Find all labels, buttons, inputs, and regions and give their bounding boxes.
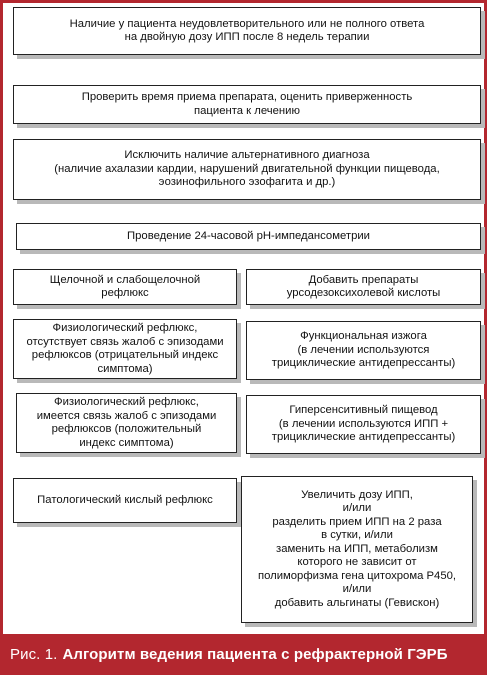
- alkaline-reflux-box: Щелочной и слабощелочной рефлюкс: [13, 269, 237, 305]
- pathological-acid-reflux-box: Патологический кислый рефлюкс: [13, 478, 237, 523]
- physiological-reflux-negative-box: Физиологический рефлюкс, отсутствует связь жалоб с эпизодами рефлюксов (отрицательный индекс симптома): [13, 319, 237, 379]
- ppi-dose-adjustment-box: Увеличить дозу ИПП, и/или разделить прием ИПП на 2 раза в сутки, и/или заменить на ИПП, метаболизм которого не зависит от полиморфизма гена цитохрома Р450, и/или добавить альгинаты (Гевискон): [241, 476, 473, 623]
- step-check-adherence-box: Проверить время приема препарата, оценить приверженность пациента к лечению: [13, 85, 481, 124]
- caption-figure-number: Рис. 1.: [10, 646, 58, 663]
- step-exclude-alternative-diagnosis-box: Исключить наличие альтернативного диагноза (наличие ахалазии кардии, нарушений двигательной функции пищевода, эозинофильного эзофагита и др.): [13, 139, 481, 200]
- step-incomplete-response-box: Наличие у пациента неудовлетворительного или не полного ответа на двойную дозу ИПП после 8 недель терапии: [13, 7, 481, 55]
- figure-caption: [0, 634, 487, 675]
- physiological-reflux-positive-box: Физиологический рефлюкс, имеется связь жалоб с эпизодами рефлюксов (положительный индекс симптома): [16, 393, 237, 453]
- hypersensitive-esophagus-box: Гиперсенситивный пищевод (в лечении используются ИПП + трициклические антидепрессанты): [246, 395, 481, 454]
- caption-title: Алгоритм ведения пациента с рефрактерной ГЭРБ: [62, 646, 448, 663]
- step-ph-impedance-box: Проведение 24-часовой рН-импедансометрии: [16, 223, 481, 250]
- functional-heartburn-box: Функциональная изжога (в лечении используются трициклические антидепрессанты): [246, 321, 481, 380]
- add-ursodeoxycholic-box: Добавить препараты урсодезоксихолевой кислоты: [246, 269, 481, 305]
